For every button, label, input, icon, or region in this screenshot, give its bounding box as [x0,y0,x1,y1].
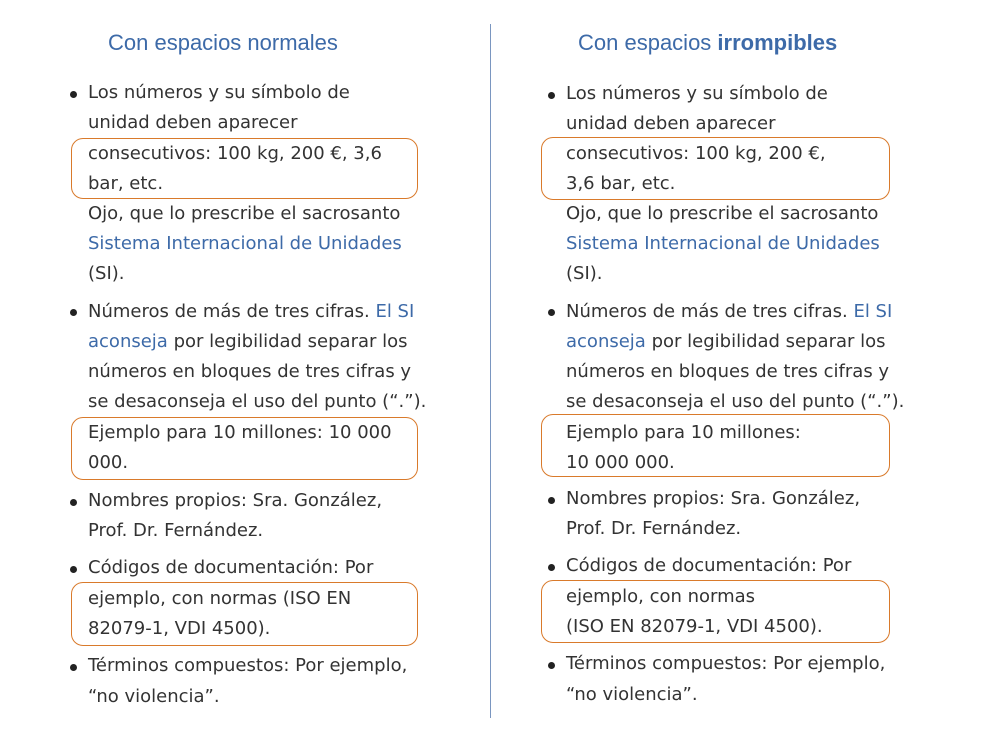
list-item-line: ejemplo, con normas [566,586,756,607]
list-item-line: Códigos de documentación: Por [88,557,374,578]
si-recommends-link[interactable]: El SI [853,301,893,322]
list-item-line: Los números y su símbolo de [566,83,828,104]
list-item-line: (SI). [566,263,603,284]
bullet [548,564,555,571]
bullet [70,566,77,573]
list-item-line: consecutivos: 100 kg, 200 €, [566,143,826,164]
column-divider [490,24,491,718]
list-item-line: unidad deben aparecer [88,112,298,133]
list-item-line: 10 000 000. [566,452,675,473]
list-item-line: números en bloques de tres cifras y [88,361,412,382]
si-recommends-link[interactable]: aconseja [566,331,646,352]
list-item-line: Ejemplo para 10 millones: [566,422,801,443]
list-item-line: 000. [88,452,129,473]
list-item-line: Prof. Dr. Fernández. [88,520,264,541]
list-item-line: Ojo, que lo prescribe el sacrosanto [566,203,879,224]
si-link[interactable]: Sistema Internacional de Unidades [566,233,880,254]
list-item-line: Números de más de tres cifras. El SI [88,301,415,322]
bullet [70,91,77,98]
bullet [548,92,555,99]
list-item-line: Términos compuestos: Por ejemplo, [566,653,886,674]
list-item-line: Nombres propios: Sra. González, [88,490,383,511]
list-item-line: Los números y su símbolo de [88,82,350,103]
list-item-line [566,229,880,259]
column-heading: Con espacios irrompibles [578,30,838,55]
list-item-line: Códigos de documentación: Por [566,555,852,576]
list-item-line: bar, etc. [88,173,164,194]
si-recommends-link[interactable]: aconseja [88,331,168,352]
list-item-line: Ejemplo para 10 millones: 10 000 [88,422,392,443]
list-item-line: aconseja por legibilidad separar los [88,331,408,352]
bullet [548,497,555,504]
column-heading: Con espacios normales [108,30,338,55]
list-item-line: se desaconseja el uso del punto (“.”). [566,391,905,412]
list-item-line: (ISO EN 82079-1, VDI 4500). [566,616,823,637]
list-item-line: números en bloques de tres cifras y [566,361,890,382]
heading-emphasis: irrompibles [717,30,838,55]
si-recommends-link[interactable]: El SI [375,301,415,322]
list-item-line: “no violencia”. [88,686,220,707]
bullet [70,499,77,506]
list-item-line: 82079-1, VDI 4500). [88,618,271,639]
list-item-line: (SI). [88,263,125,284]
list-item-line [88,229,402,259]
bullet [548,662,555,669]
bullet [548,309,555,316]
list-item-line: consecutivos: 100 kg, 200 €, 3,6 [88,143,382,164]
list-item-line: Prof. Dr. Fernández. [566,518,742,539]
list-item-line: Nombres propios: Sra. González, [566,488,861,509]
list-item-line: Ojo, que lo prescribe el sacrosanto [88,203,401,224]
bullet [70,309,77,316]
list-item-line: unidad deben aparecer [566,113,776,134]
list-item-line: se desaconseja el uso del punto (“.”). [88,391,427,412]
list-item-line: Números de más de tres cifras. El SI [566,301,893,322]
list-item-line: 3,6 bar, etc. [566,173,676,194]
bullet [70,664,77,671]
list-item-line: “no violencia”. [566,684,698,705]
list-item-line: ejemplo, con normas (ISO EN [88,588,352,609]
list-item-line: aconseja por legibilidad separar los [566,331,886,352]
list-item-line: Términos compuestos: Por ejemplo, [88,655,408,676]
si-link[interactable]: Sistema Internacional de Unidades [88,233,402,254]
